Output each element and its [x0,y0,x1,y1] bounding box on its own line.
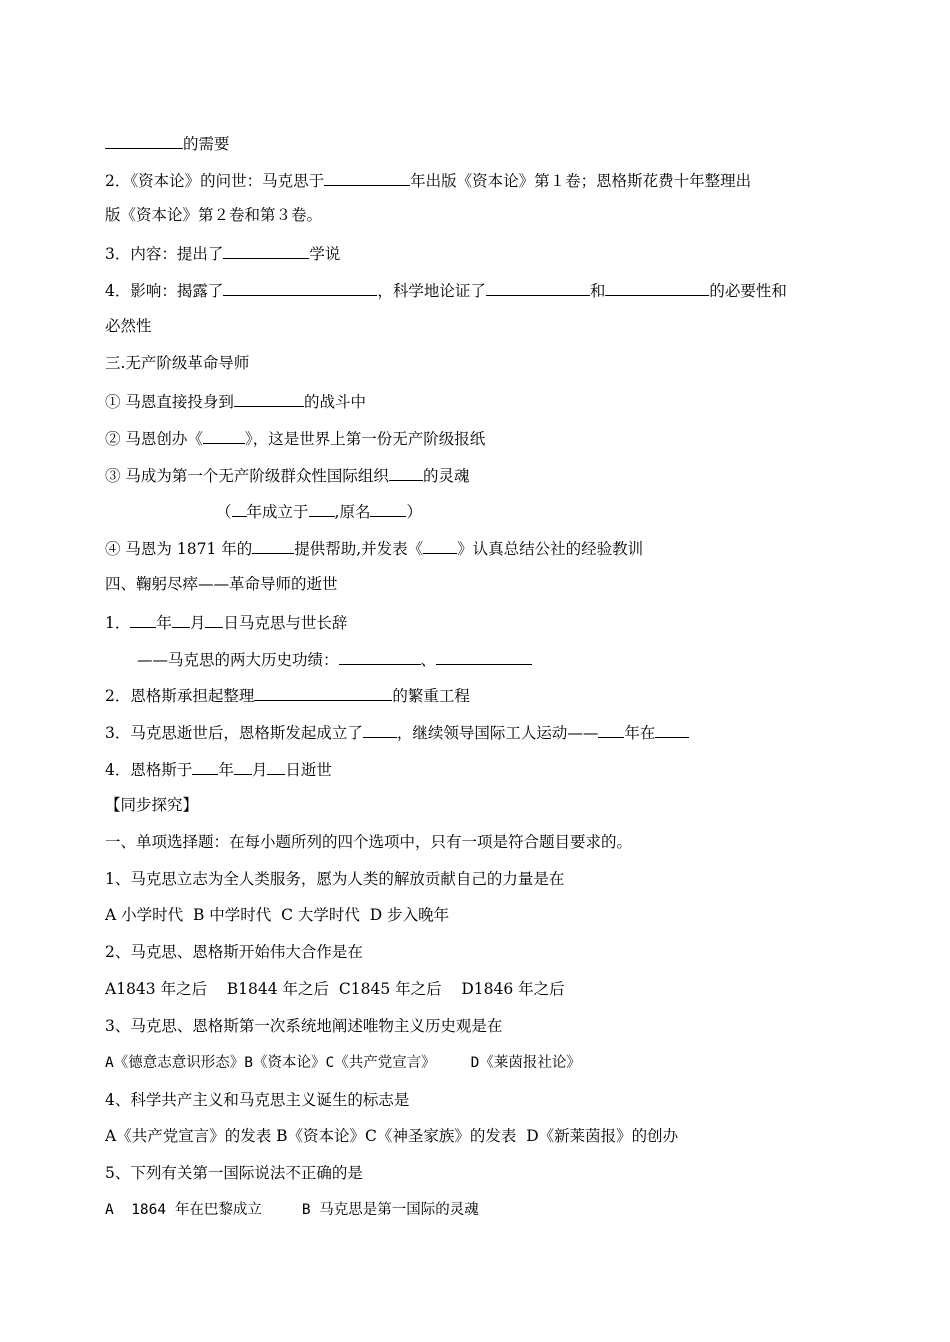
text-span: 一、单项选择题：在每小题所列的四个选项中，只有一项是符合题目要求的。 [105,833,633,851]
text-line [137,648,532,670]
text-span: ） [406,503,422,521]
text-span: 、 [420,651,437,669]
fill-blank [655,721,689,738]
text-line [105,242,340,264]
fill-blank [232,500,247,517]
text-span: 》认真总结公社的经验教训 [457,540,644,558]
options-line [105,905,449,925]
text-span: （ [216,503,232,521]
fill-blank [205,611,223,628]
text-span: A 小学时代 B 中学时代 C 大学时代 D 步入晚年 [105,906,450,924]
fill-blank [105,132,183,149]
fill-blank [172,611,190,628]
text-span: 年在 [624,724,656,742]
text-span: 月 [189,614,206,632]
text-span: 的战斗中 [303,393,366,411]
text-line [105,390,366,412]
text-span: 的需要 [183,135,230,153]
options-line [105,1053,581,1073]
question-line [105,869,564,889]
text-line [105,537,643,559]
text-span: 的灵魂 [422,467,470,485]
text-line [105,316,152,336]
fill-blank [252,537,294,554]
text-span: 2．《资本论》的问世：马克思于 [105,172,325,190]
text-line [105,132,230,154]
fill-blank [598,721,624,738]
text-span: ——马克思的两大历史功绩： [137,651,339,669]
text-span: 三.无产阶级革命导师 [105,354,250,372]
text-span: 3．内容：提出了 [105,245,224,263]
text-span: A 1864 年在巴黎成立 [105,1202,262,1218]
text-span: 四、鞠躬尽瘁——革命导师的逝世 [105,575,338,593]
text-span: 4．恩格斯于 [105,761,193,779]
text-span: ④ 马恩为 1871 年的 [105,540,253,558]
text-span: B 马克思是第一国际的灵魂 [301,1202,479,1218]
text-span: A《德意志意识形态》B《资本论》C《共产党宣言》 D《莱茵报社论》 [105,1055,581,1071]
text-span: 月 [251,761,268,779]
section-heading [105,353,249,373]
text-span: ,原名 [334,503,371,521]
fill-blank [370,500,406,517]
text-span: 5、下列有关第一国际说法不正确的是 [105,1164,363,1182]
question-line [105,1016,502,1036]
text-line [105,279,787,301]
text-span: 2．恩格斯承担起整理 [105,687,255,705]
text-span: 的必要性和 [709,282,787,300]
fill-blank [234,758,252,775]
fill-blank [223,279,377,296]
text-span: ① 马恩直接投身到 [105,393,234,411]
text-line [105,464,469,486]
fill-blank [267,758,285,775]
fill-blank [324,169,410,186]
fill-blank [203,427,245,444]
text-line [105,758,332,780]
text-span: 【同步探究】 [105,796,199,814]
text-span: A1843 年之后 B1844 年之后 C1845 年之后 D1846 年之后 [105,980,565,998]
options-line [105,1200,479,1220]
fill-blank [389,464,423,481]
fill-blank [223,242,309,259]
text-span: 版《资本论》第２卷和第３卷。 [105,206,323,224]
fill-blank [423,537,457,554]
fill-blank [363,721,397,738]
fill-blank [339,648,421,665]
fill-blank [436,648,532,665]
text-span: 2、马克思、恩格斯开始伟大合作是在 [105,943,363,961]
text-span: ，继续领导国际工人运动—— [396,724,599,742]
fill-blank [254,684,392,701]
fill-blank [605,279,709,296]
instruction-line [105,832,632,852]
text-line [216,500,422,522]
text-span: 》，这是世界上第一份无产阶级报纸 [244,430,486,448]
text-line [105,684,470,706]
section-heading [105,574,338,594]
text-span: 必然性 [105,317,152,335]
question-line [105,942,363,962]
text-span: A《共产党宣言》的发表 B《资本论》C《神圣家族》的发表 D《新莱茵报》的创办 [105,1127,679,1145]
text-line [105,721,689,743]
text-span: 的繁重工程 [392,687,470,705]
fill-blank [309,500,335,517]
text-span: 年 [156,614,172,632]
text-span: 日逝世 [285,761,332,779]
section-heading [105,795,198,815]
text-line [105,611,347,633]
text-span: 和 [589,282,606,300]
text-span: 学说 [309,245,341,263]
fill-blank [234,390,304,407]
options-line [105,979,565,999]
text-span: 提供帮助,并发表《 [294,540,424,558]
text-span: 3．马克思逝世后，恩格斯发起成立了 [105,724,363,742]
text-span: 4．影响：揭露了 [105,282,224,300]
text-span: ③ 马成为第一个无产阶级群众性国际组织 [105,467,389,485]
text-span: 年成立于 [246,503,309,521]
question-line [105,1163,363,1183]
question-line [105,1090,409,1110]
text-span: 年 [218,761,234,779]
text-span: 年出版《资本论》第１卷；恩格斯花费十年整理出 [410,172,752,190]
text-span: ② 马恩创办《 [105,430,203,448]
options-line [105,1126,678,1146]
text-span: ，科学地论证了 [377,282,486,300]
fill-blank [192,758,218,775]
text-line [105,169,751,191]
text-line [105,205,322,225]
text-span: 1． [105,614,131,632]
text-span: 日马克思与世长辞 [223,614,348,632]
text-line [105,427,485,449]
fill-blank [130,611,156,628]
fill-blank [486,279,590,296]
text-span: 4、科学共产主义和马克思主义诞生的标志是 [105,1091,410,1109]
text-span: 3、马克思、恩格斯第一次系统地阐述唯物主义历史观是在 [105,1017,503,1035]
text-span: 1、马克思立志为全人类服务，愿为人类的解放贡献自己的力量是在 [105,870,565,888]
